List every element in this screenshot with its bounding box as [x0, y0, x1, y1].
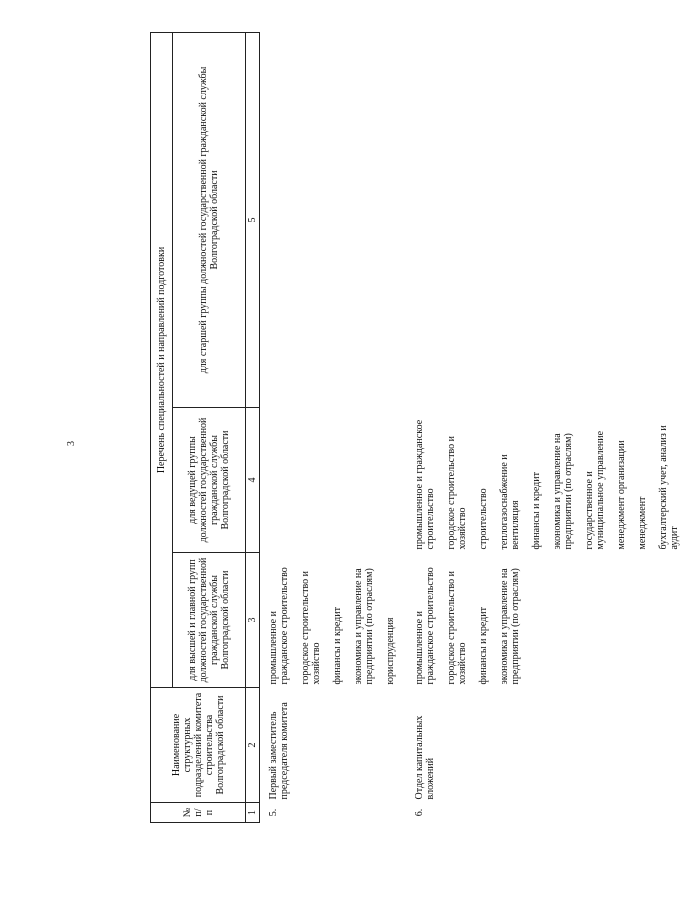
specialty-item: государственное и муниципальное управление — [584, 430, 606, 550]
specialty-item: бухгалтерский учет, анализ и аудит — [658, 425, 680, 550]
specialty-item: финансы и кредит — [478, 607, 489, 685]
specialty-item: экономика и управление на предприятии (по отраслям) — [353, 568, 375, 685]
subdivision-name: Отдел капитальных вложений — [414, 715, 436, 800]
specialty-item: городское строительство и хозяйство — [446, 571, 468, 685]
page-number: 3 — [66, 441, 77, 446]
header-col-highest-group: для высшей и главной групп должностей государственной гражданской службы Волгоградской области — [172, 553, 245, 688]
table-row — [260, 32, 407, 822]
specialty-item: городское строительство и хозяйство — [300, 571, 322, 685]
header-col-leading-group: для ведущей группы должностей государственной гражданской службы Волгоградской области — [172, 408, 245, 553]
column-number: 1 — [246, 803, 260, 823]
column-number: 2 — [246, 688, 260, 803]
specialty-list — [406, 408, 690, 553]
header-group-specialties: Перечень специальностей и направлений подготовки — [151, 32, 173, 687]
column-number: 4 — [246, 408, 260, 553]
header-col-number: № п/п — [151, 803, 246, 823]
header-col-subdivision: Наименование структурных подразделений комитета строительства Волгоградской области — [151, 688, 246, 803]
row-number: 6. — [414, 808, 425, 817]
table-body — [260, 32, 690, 822]
specialty-list — [260, 408, 407, 553]
specialty-item: менеджмент — [637, 496, 648, 550]
specialty-item: строительство — [478, 488, 489, 550]
specialty-item: финансы и кредит — [531, 472, 542, 550]
specialty-item: промышленное и гражданское строительство — [414, 567, 436, 685]
table-row — [406, 32, 690, 822]
specialty-item: теплогазоснабжение и вентиляция — [499, 454, 521, 550]
column-number: 3 — [246, 553, 260, 688]
specialties-table — [150, 32, 690, 823]
specialty-item: экономика и управление на предприятии (по отраслям) — [552, 433, 574, 550]
rotated-table-container — [150, 33, 680, 823]
column-number: 5 — [246, 32, 260, 407]
specialty-item: экономика и управление на предприятии (по отраслям) — [499, 568, 521, 685]
specialty-item: менеджмент организации — [616, 440, 627, 550]
row-number: 5. — [268, 808, 279, 817]
specialty-list — [406, 32, 690, 407]
header-col-senior-group: для старшей группы должностей государственной гражданской службы Волгоградской области — [172, 32, 245, 407]
specialty-list — [260, 553, 407, 688]
specialty-item: финансы и кредит — [332, 607, 343, 685]
specialty-item: городское строительство и хозяйство — [446, 436, 468, 550]
specialty-list — [260, 32, 407, 407]
specialty-list — [406, 553, 690, 688]
subdivision-name: Первый заместитель председателя комитета — [268, 702, 290, 800]
specialty-item: промышленное и гражданское строительство — [268, 567, 290, 685]
specialty-item: промышленное и гражданское строительство — [414, 419, 436, 550]
specialty-item: юриспруденция — [385, 617, 396, 685]
